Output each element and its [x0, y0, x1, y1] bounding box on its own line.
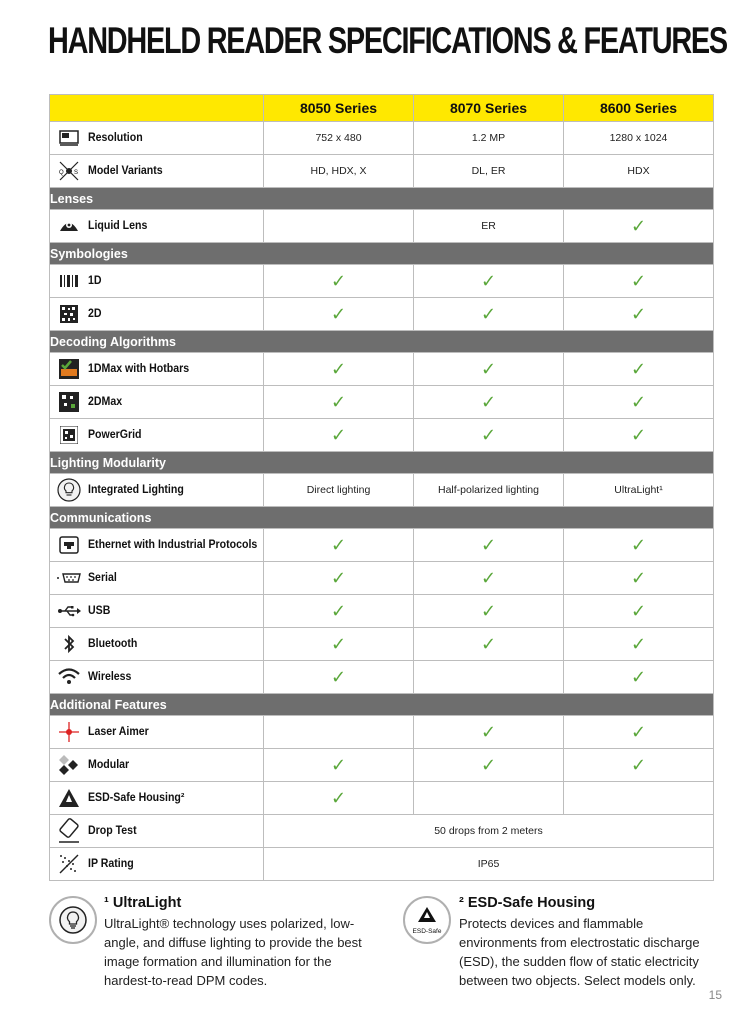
empty-cell — [414, 782, 564, 815]
svg-text:Q: Q — [59, 170, 64, 176]
feature-label: Integrated Lighting — [88, 484, 184, 496]
checkmark-icon: ✓ — [330, 425, 347, 445]
table-row — [50, 815, 714, 848]
ethernet-icon — [50, 536, 88, 554]
table-row — [50, 353, 714, 386]
check-cell — [264, 628, 414, 661]
section-header — [50, 243, 714, 265]
check-cell — [414, 595, 564, 628]
feature-cell — [50, 474, 264, 507]
check-cell — [414, 353, 564, 386]
value-cell: ER — [414, 210, 564, 243]
table-row — [50, 155, 714, 188]
check-cell — [564, 210, 714, 243]
checkmark-icon: ✓ — [630, 755, 647, 775]
table-row — [50, 474, 714, 507]
usb-icon — [50, 604, 88, 618]
feature-label: USB — [88, 605, 111, 617]
check-cell — [414, 419, 564, 452]
feature-cell — [50, 419, 264, 452]
checkmark-icon: ✓ — [630, 667, 647, 687]
value-cell: 1280 x 1024 — [564, 122, 714, 155]
feature-label: Drop Test — [88, 825, 137, 837]
check-cell — [564, 749, 714, 782]
wireless-icon — [50, 668, 88, 686]
check-cell — [564, 265, 714, 298]
checkmark-icon: ✓ — [480, 535, 497, 555]
feature-cell — [50, 562, 264, 595]
feature-label: Wireless — [88, 671, 132, 683]
feature-label: Serial — [88, 572, 117, 584]
checkmark-icon: ✓ — [630, 216, 647, 236]
checkmark-icon: ✓ — [480, 271, 497, 291]
value-cell: UltraLight¹ — [564, 474, 714, 507]
check-cell — [414, 628, 564, 661]
check-cell — [564, 716, 714, 749]
liquid-lens-icon — [50, 217, 88, 235]
empty-cell — [264, 716, 414, 749]
page-title: HANDHELD READER SPECIFICATIONS & FEATURES — [48, 20, 727, 61]
table-row — [50, 386, 714, 419]
checkmark-icon: ✓ — [330, 755, 347, 775]
feature-label: 2DMax — [88, 396, 123, 408]
checkmark-icon: ✓ — [630, 392, 647, 412]
check-cell — [564, 628, 714, 661]
section-label: Lighting Modularity — [50, 452, 714, 474]
check-cell — [264, 353, 414, 386]
checkmark-icon: ✓ — [480, 392, 497, 412]
esd-badge-icon — [403, 896, 451, 944]
feature-cell — [50, 595, 264, 628]
checkmark-icon: ✓ — [480, 359, 497, 379]
checkmark-icon: ✓ — [480, 304, 497, 324]
esd-badge-label: ESD-Safe — [412, 928, 442, 935]
checkmark-icon: ✓ — [330, 359, 347, 379]
check-cell — [564, 419, 714, 452]
table-row — [50, 848, 714, 881]
spanned-value-cell: 50 drops from 2 meters — [264, 815, 714, 848]
note-ultralight-title: ¹ UltraLight — [104, 895, 182, 911]
page-number: 15 — [708, 988, 722, 1002]
value-cell: Direct lighting — [264, 474, 414, 507]
checkmark-icon: ✓ — [330, 271, 347, 291]
check-cell — [564, 386, 714, 419]
feature-label: ESD-Safe Housing² — [88, 792, 185, 804]
check-cell — [414, 386, 564, 419]
column-header-8050: 8050 Series — [264, 95, 414, 122]
check-cell — [414, 265, 564, 298]
check-cell — [264, 419, 414, 452]
feature-label: Laser Aimer — [88, 726, 149, 738]
check-cell — [264, 782, 414, 815]
value-cell: DL, ER — [414, 155, 564, 188]
note-ultralight-text: UltraLight® technology uses polarized, low-angle, and diffuse lighting to provide the best image formation and illumination for the hardest-to-read DPM codes. — [104, 916, 362, 988]
feature-cell — [50, 749, 264, 782]
spanned-value-cell: IP65 — [264, 848, 714, 881]
feature-cell — [50, 628, 264, 661]
section-label: Symbologies — [50, 243, 714, 265]
modular-icon — [50, 754, 88, 776]
empty-cell — [414, 661, 564, 694]
table-row — [50, 122, 714, 155]
feature-label: Liquid Lens — [88, 220, 148, 232]
feature-cell — [50, 782, 264, 815]
feature-cell — [50, 529, 264, 562]
check-cell — [264, 595, 414, 628]
feature-cell — [50, 815, 264, 848]
checkmark-icon: ✓ — [630, 359, 647, 379]
table-row — [50, 210, 714, 243]
checkmark-icon: ✓ — [480, 601, 497, 621]
check-cell — [264, 386, 414, 419]
check-cell — [414, 298, 564, 331]
checkmark-icon: ✓ — [480, 634, 497, 654]
section-header — [50, 507, 714, 529]
feature-cell — [50, 716, 264, 749]
table-row — [50, 298, 714, 331]
checkmark-icon: ✓ — [330, 392, 347, 412]
2dmax-icon — [50, 392, 88, 412]
1dmax-icon — [50, 359, 88, 379]
table-row — [50, 562, 714, 595]
lightbulb-icon — [50, 478, 88, 502]
feature-cell — [50, 155, 264, 188]
check-cell — [564, 595, 714, 628]
feature-cell — [50, 353, 264, 386]
value-cell: HDX — [564, 155, 714, 188]
lightbulb-icon — [49, 896, 97, 944]
spec-table — [49, 94, 714, 881]
feature-cell — [50, 386, 264, 419]
checkmark-icon: ✓ — [630, 271, 647, 291]
check-cell — [264, 749, 414, 782]
feature-cell — [50, 265, 264, 298]
header-blank-cell — [50, 95, 264, 122]
esd-icon — [50, 788, 88, 808]
check-cell — [414, 562, 564, 595]
model-variants-icon — [50, 159, 88, 183]
table-row — [50, 265, 714, 298]
section-label: Communications — [50, 507, 714, 529]
check-cell — [414, 716, 564, 749]
table-row — [50, 716, 714, 749]
feature-cell — [50, 210, 264, 243]
serial-icon — [50, 571, 88, 585]
empty-cell — [264, 210, 414, 243]
feature-cell — [50, 122, 264, 155]
checkmark-icon: ✓ — [630, 722, 647, 742]
checkmark-icon: ✓ — [630, 634, 647, 654]
table-row — [50, 661, 714, 694]
powergrid-icon — [50, 426, 88, 444]
datamatrix-2d-icon — [50, 305, 88, 323]
check-cell — [264, 529, 414, 562]
section-label: Additional Features — [50, 694, 714, 716]
table-row — [50, 595, 714, 628]
value-cell: 752 x 480 — [264, 122, 414, 155]
checkmark-icon: ✓ — [630, 304, 647, 324]
drop-test-icon — [50, 818, 88, 844]
section-label: Lenses — [50, 188, 714, 210]
feature-label: 2D — [88, 308, 102, 320]
bluetooth-icon — [50, 634, 88, 654]
feature-cell — [50, 848, 264, 881]
value-cell: Half-polarized lighting — [414, 474, 564, 507]
barcode-1d-icon — [50, 274, 88, 288]
resolution-icon — [50, 130, 88, 146]
column-header-8600: 8600 Series — [564, 95, 714, 122]
checkmark-icon: ✓ — [330, 667, 347, 687]
feature-label: Resolution — [88, 132, 143, 144]
column-header-8070: 8070 Series — [414, 95, 564, 122]
checkmark-icon: ✓ — [480, 755, 497, 775]
table-row — [50, 782, 714, 815]
feature-cell — [50, 298, 264, 331]
feature-cell — [50, 661, 264, 694]
feature-label: Model Variants — [88, 165, 163, 177]
value-cell: HD, HDX, X — [264, 155, 414, 188]
check-cell — [564, 298, 714, 331]
section-header — [50, 694, 714, 716]
feature-label: 1D — [88, 275, 102, 287]
checkmark-icon: ✓ — [480, 722, 497, 742]
check-cell — [264, 265, 414, 298]
checkmark-icon: ✓ — [630, 568, 647, 588]
check-cell — [264, 298, 414, 331]
check-cell — [564, 661, 714, 694]
table-row — [50, 419, 714, 452]
checkmark-icon: ✓ — [480, 425, 497, 445]
checkmark-icon: ✓ — [330, 788, 347, 808]
feature-label: Ethernet with Industrial Protocols — [88, 539, 258, 551]
table-row — [50, 628, 714, 661]
note-esd-title: ² ESD-Safe Housing — [459, 895, 596, 911]
checkmark-icon: ✓ — [330, 535, 347, 555]
table-row — [50, 749, 714, 782]
svg-text:S: S — [74, 170, 79, 176]
empty-cell — [564, 782, 714, 815]
ip-rating-icon — [50, 853, 88, 875]
section-label: Decoding Algorithms — [50, 331, 714, 353]
feature-label: 1DMax with Hotbars — [88, 363, 190, 375]
check-cell — [264, 661, 414, 694]
checkmark-icon: ✓ — [480, 568, 497, 588]
check-cell — [414, 749, 564, 782]
note-esd-text: Protects devices and flammable environments from electrostatic discharge (ESD), the sudden flow of static electricity between two objects. Select models only. — [459, 916, 700, 988]
check-cell — [264, 562, 414, 595]
checkmark-icon: ✓ — [330, 634, 347, 654]
section-header — [50, 452, 714, 474]
feature-label: IP Rating — [88, 858, 134, 870]
section-header — [50, 331, 714, 353]
feature-label: Modular — [88, 759, 130, 771]
feature-label: Bluetooth — [88, 638, 138, 650]
checkmark-icon: ✓ — [330, 304, 347, 324]
table-row — [50, 529, 714, 562]
checkmark-icon: ✓ — [330, 568, 347, 588]
checkmark-icon: ✓ — [330, 601, 347, 621]
check-cell — [564, 562, 714, 595]
check-cell — [414, 529, 564, 562]
value-cell: 1.2 MP — [414, 122, 564, 155]
check-cell — [564, 529, 714, 562]
checkmark-icon: ✓ — [630, 601, 647, 621]
section-header — [50, 188, 714, 210]
feature-label: PowerGrid — [88, 429, 142, 441]
checkmark-icon: ✓ — [630, 425, 647, 445]
laser-aimer-icon — [50, 720, 88, 744]
checkmark-icon: ✓ — [630, 535, 647, 555]
check-cell — [564, 353, 714, 386]
table-header-row — [50, 95, 714, 122]
